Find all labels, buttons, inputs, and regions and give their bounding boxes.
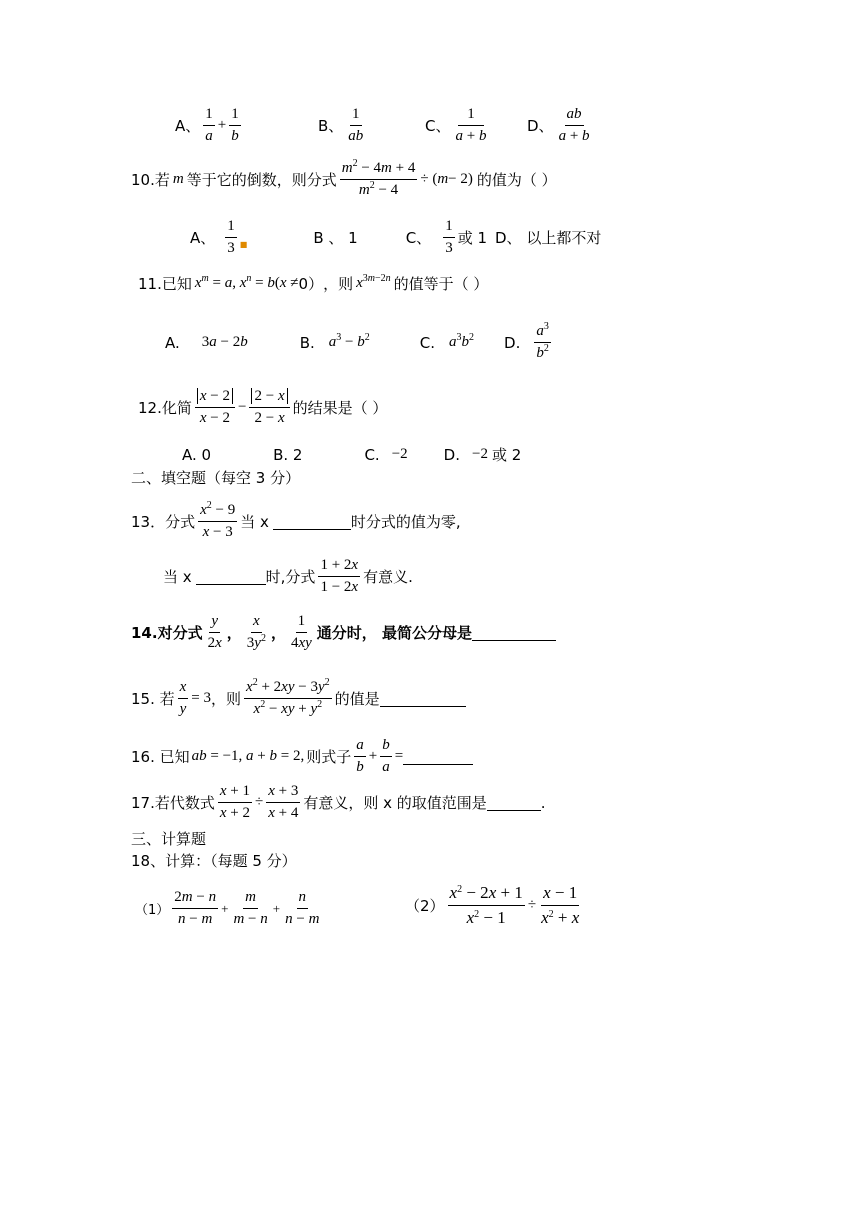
question-16: 16. 已知 ab = −1, a + b = 2, 则式子 $\frac{a}{b}$ + $\frac{b}{a}$ = [131, 737, 473, 777]
question-12: 12.化简 $\frac{x - 2}{x - 2}$ − $\frac{2 - x}{2 - x}$ 的结果是（ ） [138, 388, 388, 427]
question-13: 13．分式 $\frac{x^2 - 9}{x - 3}$ 当 x 时分式的值为零, [131, 500, 461, 541]
q18-part-2: （2） $\frac{x^2 - 2x + 1}{x^2 - 1}$ ÷ $\frac{x - 1}{x^2 + x}$ [405, 883, 580, 927]
q9-option-c: C、 $\frac{1}{a + b}$ [425, 106, 487, 145]
question-17: 17.若代数式 $\frac{x + 1}{x + 2}$ ÷ $\frac{x + 3}{x + 4}$ 有意义，则 x 的取值范围是 . [131, 783, 546, 822]
answer-blank[interactable] [196, 568, 266, 585]
section-3-title: 三、计算题 [131, 830, 207, 848]
answer-blank[interactable] [487, 794, 541, 811]
question-18-title: 18、计算：（每题 5 分） [131, 852, 297, 870]
question-11: 11.已知 $x^m = a$, $x^n = b(x$ ≠ 0） ，则 $x^{3m-2n}$ 的值等于（ ） [138, 273, 489, 293]
q18-part-1: （1） $\frac{2m - n}{n - m}$ + $\frac{m}{m - n}$ + $\frac{n}{n - m}$ [135, 889, 320, 928]
question-14: 14.对分式 $\frac{y}{2x}$ ， $\frac{x}{3y^2}$ ， $\frac{1}{4xy}$ 通分时， 最简公分母是 [131, 613, 556, 653]
answer-blank[interactable] [380, 690, 466, 707]
q10-options: A、 $\frac{1}{3}$ ■ B 、 1 C、 $\frac{1}{3}$ 或 1 D、 以上都不对 [190, 218, 602, 257]
question-13-part-2: 当 x 时,分式 $\frac{1 + 2x}{1 - 2x}$ 有意义. [163, 557, 413, 596]
q9-option-b: B、 $\frac{1}{ab}$ [318, 106, 364, 145]
q9-option-a: A、 $\frac{1}{a}$ + $\frac{1}{b}$ [175, 106, 239, 145]
section-2-title: 二、填空题（每空 3 分） [131, 469, 301, 487]
question-10: 10.若 m 等于它的倒数，则分式 $\frac{m^2 - 4m + 4}{m^2 - 4}$ ÷ ( m − 2) 的值为（ ） [131, 158, 557, 199]
question-15: 15. 若 $\frac{x}{y}$ = 3 ，则 $\frac{x^2 + 2xy - 3y^2}{x^2 - xy + y^2}$ 的值是 [131, 679, 466, 719]
q12-options: A. 0 B. 2 C. −2 D. −2 或 2 [182, 445, 522, 464]
answer-blank[interactable] [472, 624, 556, 641]
answer-blank[interactable] [403, 748, 473, 765]
stray-dot: ■ [239, 240, 248, 250]
q9-option-d: D、 $\frac{ab}{a + b}$ [527, 106, 590, 145]
q11-options: A. 3a − 2b B. $a^3 - b^2$ C. $a^3b^2$ D. $\frac{a^3}{b^2}$ [165, 321, 549, 362]
answer-blank[interactable] [273, 513, 351, 530]
